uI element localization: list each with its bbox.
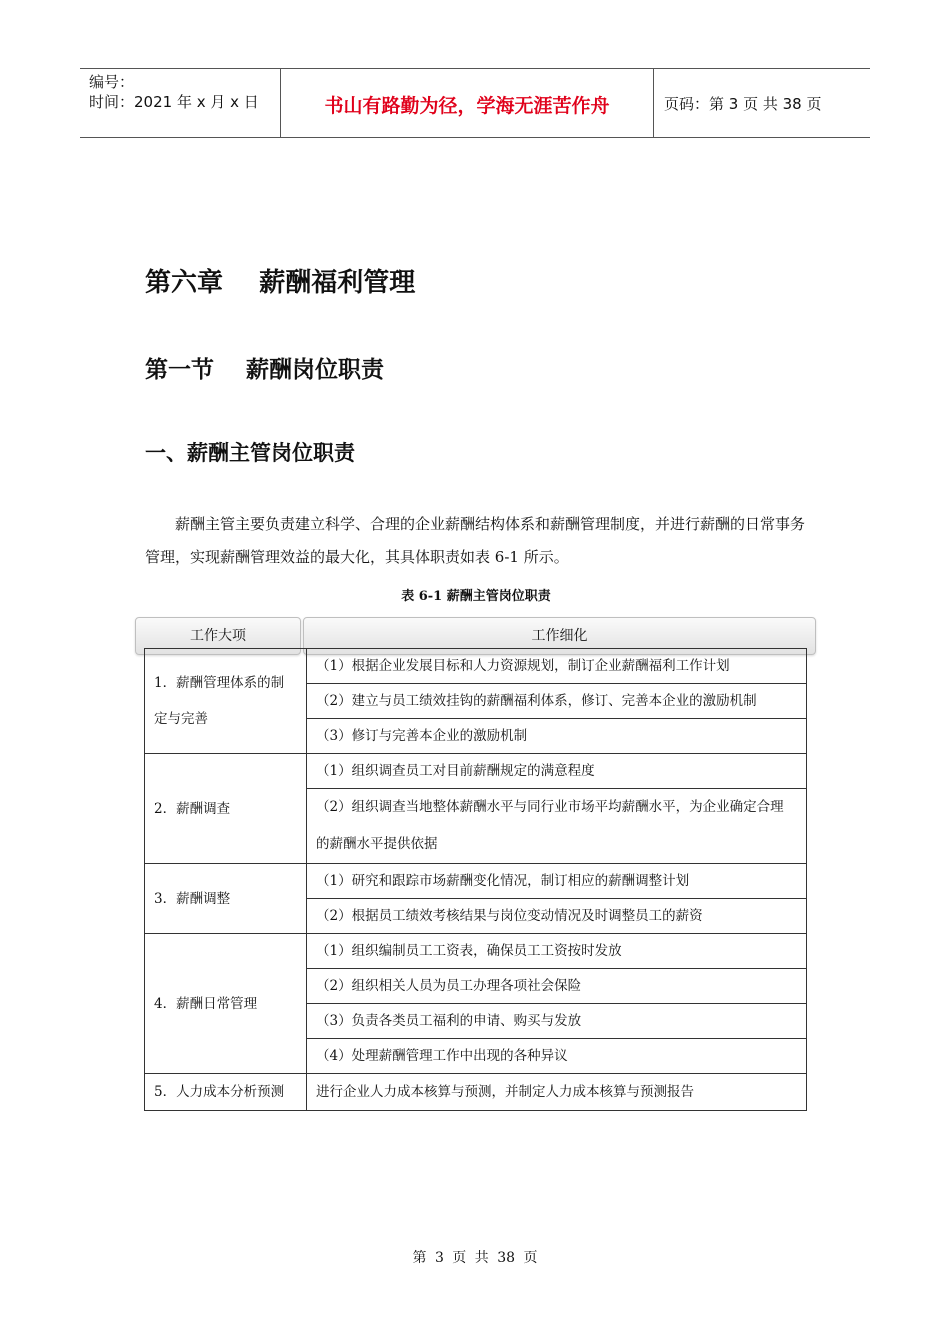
detail-cell: （2）根据员工绩效考核结果与岗位变动情况及时调整员工的薪资 xyxy=(307,899,807,934)
table-header-detail: 工作细化 xyxy=(303,617,816,655)
table-row xyxy=(145,754,807,789)
item-cell: 2．薪酬调查 xyxy=(145,754,307,864)
detail-cell: （2）组织相关人员为员工办理各项社会保险 xyxy=(307,969,807,1004)
header-page-cell xyxy=(654,69,870,137)
table-row xyxy=(145,864,807,899)
detail-cell: （1）组织编制员工工资表，确保员工工资按时发放 xyxy=(307,934,807,969)
section-title: 第一节 薪酬岗位职责 xyxy=(145,357,385,383)
detail-cell: （2）建立与员工绩效挂钩的薪酬福利体系，修订、完善本企业的激励机制 xyxy=(307,684,807,719)
detail-cell: （1）研究和跟踪市场薪酬变化情况，制订相应的薪酬调整计划 xyxy=(307,864,807,899)
detail-cell: （4）处理薪酬管理工作中出现的各种异议 xyxy=(307,1039,807,1074)
page-code: 页码：第 3 页 共 38 页 xyxy=(664,95,822,113)
item-cell: 5．人力成本分析预测 xyxy=(145,1074,307,1111)
duty-table xyxy=(144,648,807,1111)
sub-title: 一、薪酬主管岗位职责 xyxy=(145,441,355,465)
detail-cell: （1）根据企业发展目标和人力资源规划，制订企业薪酬福利工作计划 xyxy=(307,649,807,684)
table-row xyxy=(145,934,807,969)
table-row xyxy=(145,1074,807,1111)
detail-cell: （3）负责各类员工福利的申请、购买与发放 xyxy=(307,1004,807,1039)
page-header xyxy=(80,68,870,138)
item-cell: 4．薪酬日常管理 xyxy=(145,934,307,1074)
table-header-item: 工作大项 xyxy=(135,617,301,655)
motto-text: 书山有路勤为径，学海无涯苦作舟 xyxy=(324,95,610,117)
chapter-title: 第六章 薪酬福利管理 xyxy=(145,268,416,298)
detail-cell: （3）修订与完善本企业的激励机制 xyxy=(307,719,807,754)
detail-cell: 进行企业人力成本核算与预测，并制定人力成本核算与预测报告 xyxy=(307,1074,807,1111)
body-paragraph: 薪酬主管主要负责建立科学、合理的企业薪酬结构体系和薪酬管理制度，并进行薪酬的日常事务管理，实现薪酬管理效益的最大化，其具体职责如表 6-1 所示。 xyxy=(145,515,806,566)
detail-cell: （2）组织调查当地整体薪酬水平与同行业市场平均薪酬水平，为企业确定合理的薪酬水平提供依据 xyxy=(307,789,807,864)
detail-cell: （1）组织调查员工对目前薪酬规定的满意程度 xyxy=(307,754,807,789)
item-cell: 1．薪酬管理体系的制定与完善 xyxy=(145,649,307,754)
serial-label: 编号： xyxy=(89,73,135,91)
table-row xyxy=(145,649,807,684)
item-cell: 3．薪酬调整 xyxy=(145,864,307,934)
table-caption: 表 6-1 薪酬主管岗位职责 xyxy=(401,589,551,604)
date-label: 时间：2021 年 x 月 x 日 xyxy=(89,93,259,111)
header-info-cell xyxy=(80,69,281,137)
page-footer: 第 3 页 共 38 页 xyxy=(412,1250,538,1266)
header-motto-cell xyxy=(281,69,654,137)
